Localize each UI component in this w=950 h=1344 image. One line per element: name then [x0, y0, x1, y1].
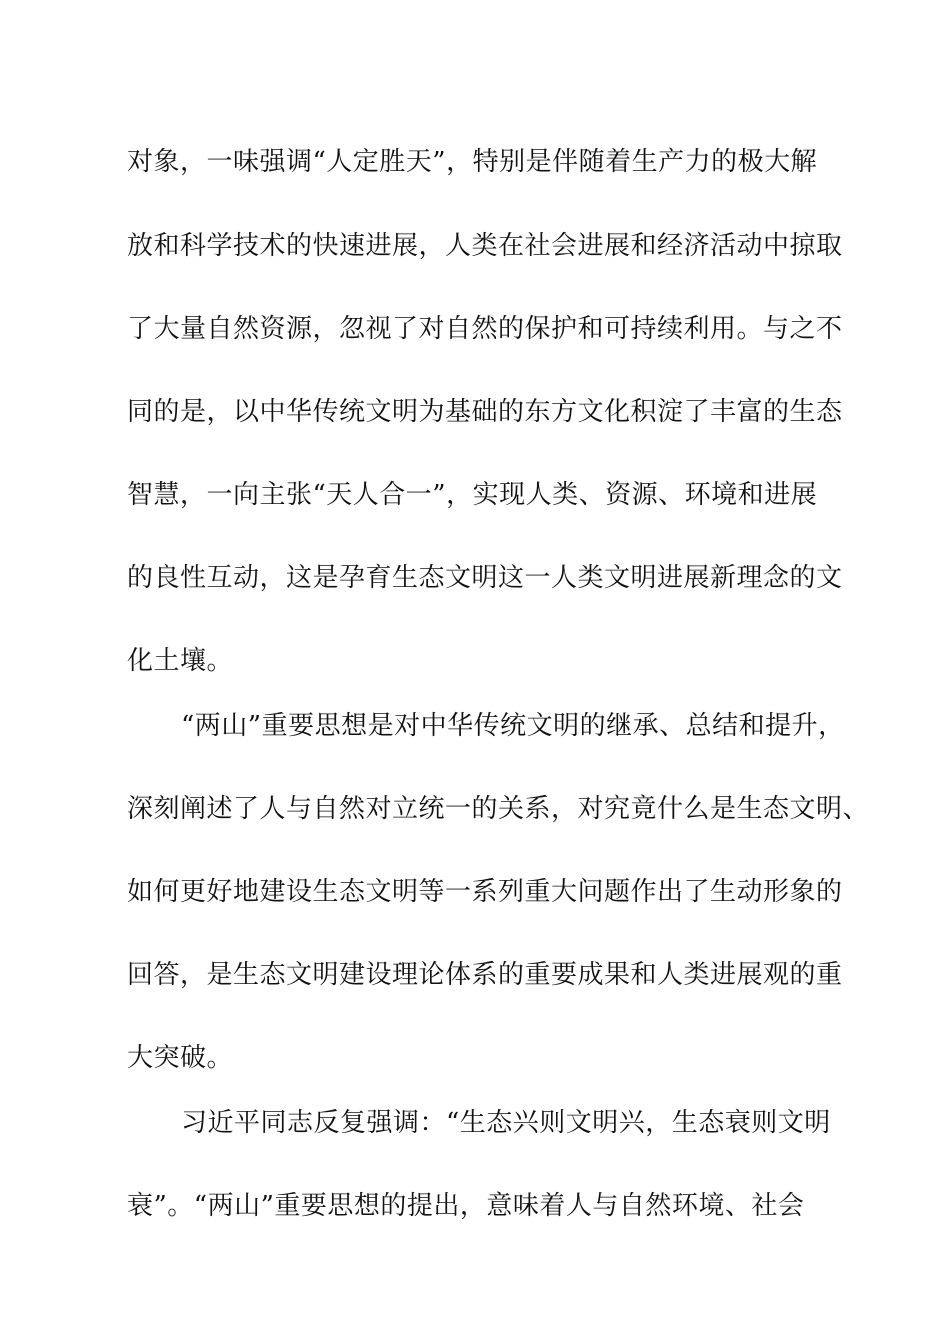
- text-line: 了大量自然资源，忽视了对自然的保护和可持续利用。与之不: [127, 314, 843, 344]
- text-line: 智慧，一向主张“天人合一”，实现人类、资源、环境和进展: [127, 480, 818, 510]
- text-line: 大突破。: [127, 1043, 234, 1073]
- text-line: 回答，是生态文明建设理论体系的重要成果和人类进展观的重: [127, 960, 843, 990]
- text-line: 化土壤。: [127, 646, 234, 676]
- text-line: 衰”。“两山”重要思想的提出，意味着人与自然环境、社会: [127, 1191, 805, 1221]
- text-line: 对象，一味强调“人定胜天”，特别是伴随着生产力的极大解: [127, 147, 818, 177]
- text-line: 深刻阐述了人与自然对立统一的关系，对究竟什么是生态文明、: [127, 794, 870, 824]
- text-line: 的良性互动，这是孕育生态文明这一人类文明进展新理念的文: [127, 563, 843, 593]
- paragraph-start-line: “两山”重要思想是对中华传统文明的继承、总结和提升，: [181, 711, 845, 741]
- text-line: 同的是，以中华传统文明为基础的东方文化积淀了丰富的生态: [127, 397, 843, 427]
- text-line: 如何更好地建设生态文明等一系列重大问题作出了生动形象的: [127, 877, 843, 907]
- text-line: 放和科学技术的快速进展，人类在社会进展和经济活动中掠取: [127, 231, 843, 261]
- paragraph-start-line: 习近平同志反复强调：“生态兴则文明兴，生态衰则文明: [181, 1108, 831, 1138]
